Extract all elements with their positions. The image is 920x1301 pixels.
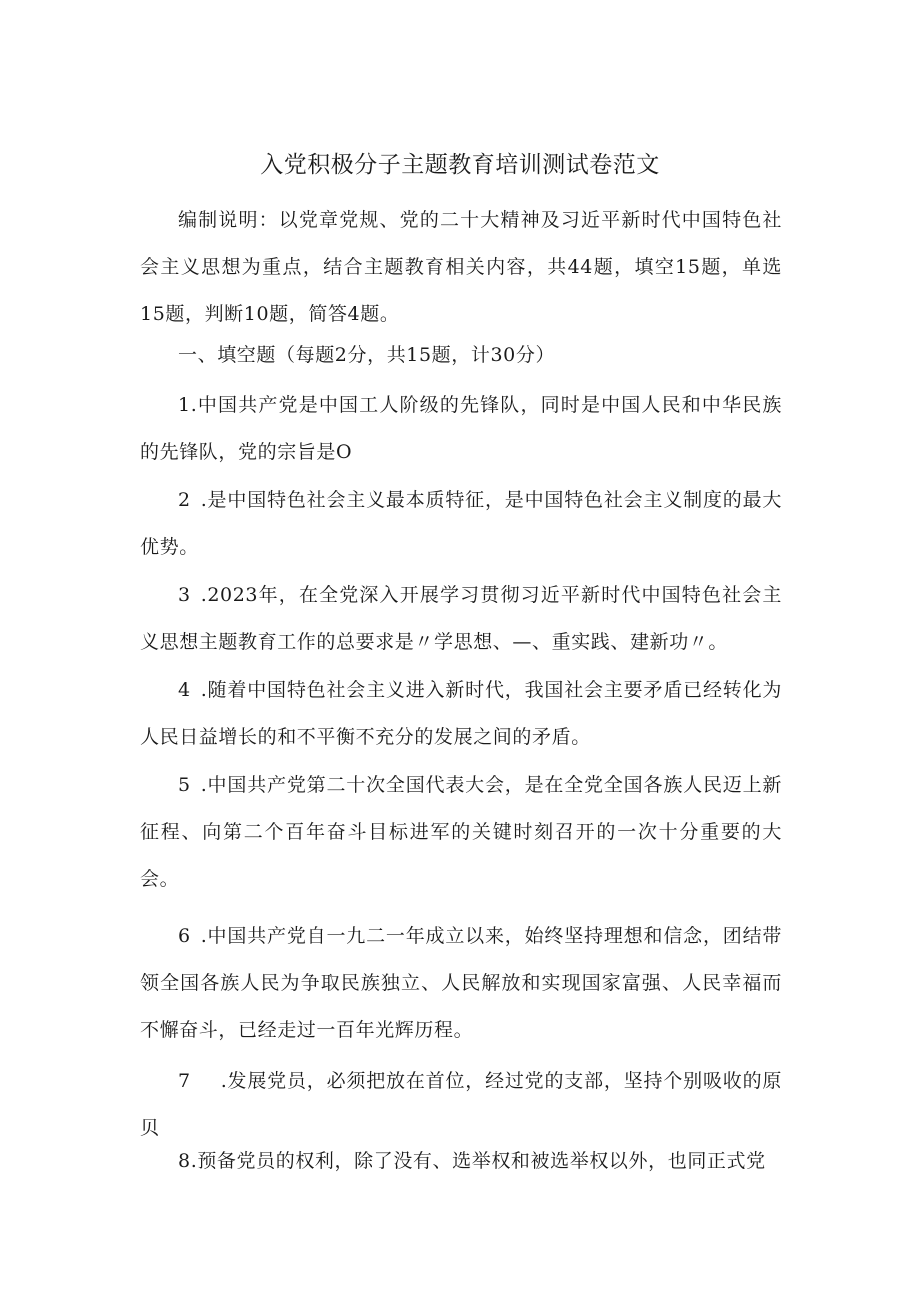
- question-text: .中国共产党自一九二一年成立以来，始终坚持理想和信念，团结带领全国各族人民为争取民族独立、人民解放和实现国家富强、人民幸福而不懈奋斗，已经走过一百年光辉历程。: [140, 925, 782, 1041]
- question-item: [140, 572, 782, 666]
- question-text: .2023年，在全党深入开展学习贯彻习近平新时代中国特色社会主义思想主题教育工作的总要求是〃学思想、—、重实践、建新功〃。: [140, 584, 782, 653]
- question-number: 8.: [178, 1150, 198, 1172]
- question-text: .是中国特色社会主义最本质特征，是中国特色社会主义制度的最大优势。: [140, 489, 782, 558]
- section-heading: 一、填空题（每题2分，共15题，计30分）: [178, 344, 556, 366]
- question-text: .中国共产党第二十次全国代表大会，是在全党全国各族人民迈上新征程、向第二个百年奋斗目标进军的关键时刻召开的一次十分重要的大会。: [140, 774, 782, 890]
- question-number: 5: [178, 774, 191, 796]
- question-item: [140, 1138, 782, 1185]
- document-title: 入党积极分子主题教育培训测试卷范文: [260, 152, 660, 178]
- question-number: 3: [178, 584, 191, 606]
- question-number: 7: [178, 1070, 191, 1092]
- question-item: [140, 913, 782, 1054]
- question-item: [140, 477, 782, 571]
- question-text: 预备党员的权利，除了没有、选举权和被选举权以外，也同正式党: [197, 1150, 766, 1172]
- question-text: .随着中国特色社会主义进入新时代，我国社会主要矛盾已经转化为人民日益增长的和不平衡不充分的发展之间的矛盾。: [140, 679, 782, 748]
- question-number: 6: [178, 925, 191, 947]
- question-text: .发展党员，必须把放在首位，经过党的支部，坚持个别吸收的原贝: [140, 1070, 782, 1139]
- question-number: 1.: [178, 394, 198, 416]
- intro-paragraph: 编制说明：以党章党规、党的二十大精神及习近平新时代中国特色社会主义思想为重点，结合主题教育相关内容，共44题，填空15题，单选15题，判断10题，简答4题。: [140, 209, 782, 325]
- question-text: 中国共产党是中国工人阶级的先锋队，同时是中国人民和中华民族的先锋队，党的宗旨是O: [140, 394, 782, 463]
- question-item: [140, 762, 782, 903]
- question-item: [140, 382, 782, 476]
- question-number: 2: [178, 489, 191, 511]
- question-number: 4: [178, 679, 191, 701]
- question-item: [140, 667, 782, 761]
